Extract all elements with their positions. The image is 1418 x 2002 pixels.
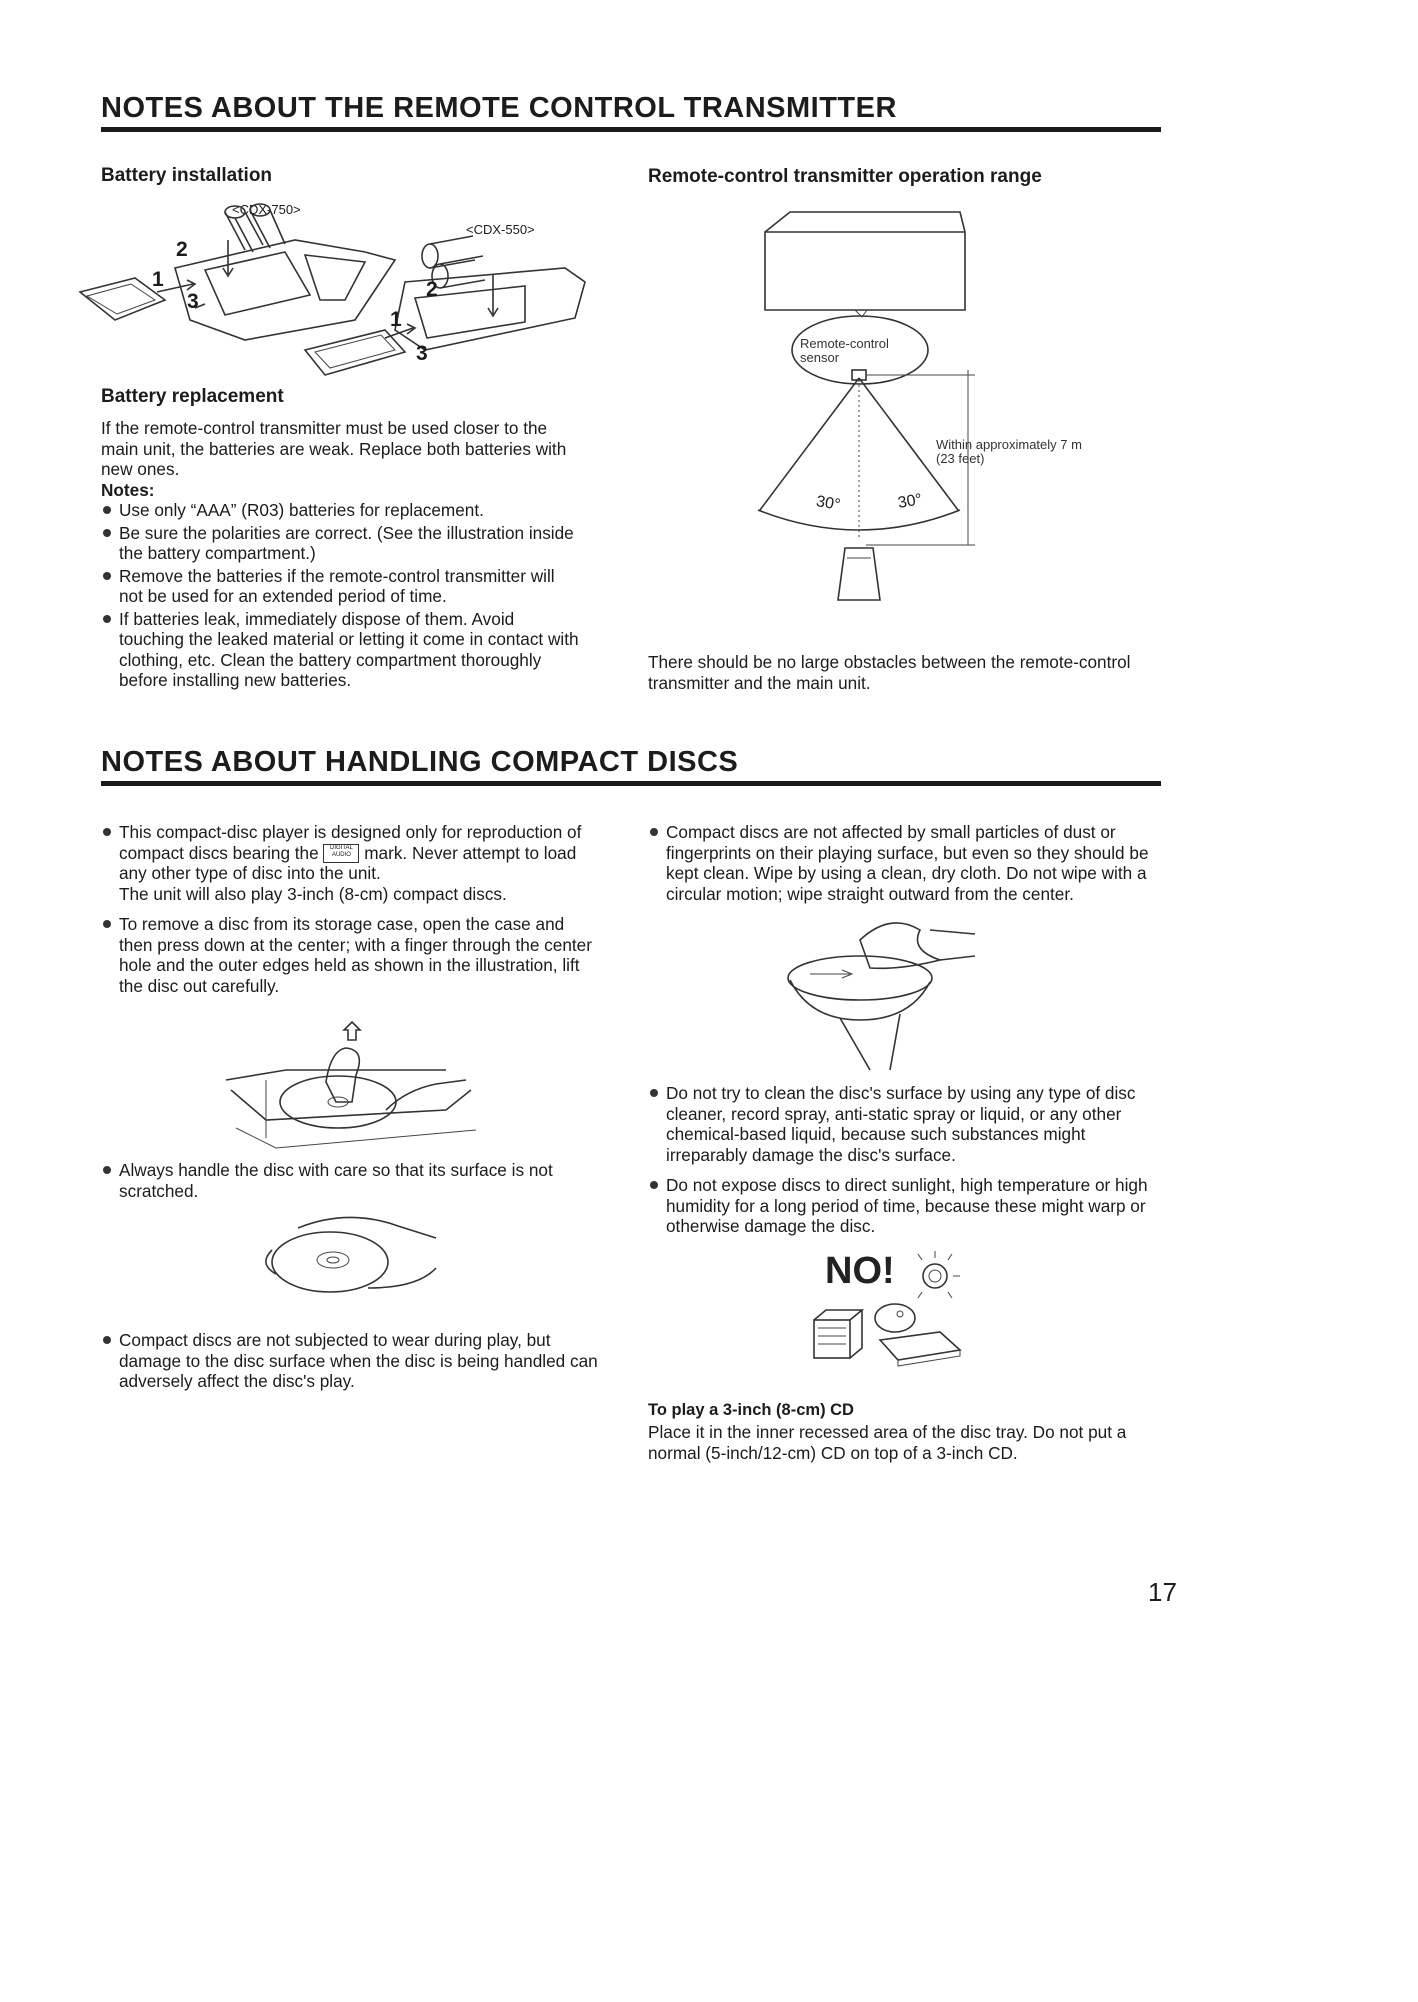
item-text: The unit will also play 3-inch (8-cm) compact discs. [119,883,507,904]
step-1-left: 1 [152,268,164,291]
note-item: Use only “AAA” (R03) batteries for replacement. [101,500,581,521]
section-title-remote: NOTES ABOUT THE REMOTE CONTROL TRANSMITTER [101,92,897,124]
distance-label: Within approximately 7 m (23 feet) [936,437,1082,466]
three-inch-text: Place it in the inner recessed area of the disc tray. Do not put a normal (5-inch/12-cm) CD on top of a 3-inch CD. [648,1422,1127,1463]
left-column [101,822,601,1006]
disc-notes-left-2 [101,1160,601,1201]
step-2-left: 2 [176,238,188,261]
list-item: Always handle the disc with care so that its surface is not scratched. [101,1160,601,1201]
list-item: To remove a disc from its storage case, open the case and then press down at the center; with a finger through the center hole and the outer edges held as shown in the illustration, lift the disc out carefully. [101,914,601,996]
list-item [101,822,601,904]
disc-handling-illustration [258,1208,458,1308]
model-label-cdx750: <CDX-750> [232,202,301,217]
page-number: 17 [1148,1577,1177,1607]
battery-replacement-text: If the remote-control transmitter must be used closer to the main unit, the batteries are weak. Replace both batteries with new ones. [101,418,567,479]
step-3-left: 3 [187,290,199,313]
list-item: Compact discs are not subjected to wear during play, but damage to the disc surface when the disc is being handled can adversely affect the disc's play. [101,1330,601,1392]
item-text: This compact-disc player is designed only for reproduction of compact discs bearing the [119,822,582,863]
range-caption: There should be no large obstacles between the remote-control transmitter and the main unit. [648,652,1131,693]
title-rule [101,127,1161,132]
remote-battery-drawing [95,200,595,380]
title-rule [101,781,1161,786]
range-diagram [740,210,1070,630]
section-title-discs: NOTES ABOUT HANDLING COMPACT DISCS [101,746,739,778]
notes-list [101,500,581,691]
step-2-right: 2 [426,278,438,301]
note-item: Be sure the polarities are correct. (See the illustration inside the battery compartment.) [101,523,581,564]
sensor-label: Remote-control sensor [800,336,889,365]
battery-replacement-block [101,418,581,693]
disc-notes-left-3 [101,1330,601,1392]
note-item: Remove the batteries if the remote-control transmitter will not be used for an extended period of time. [101,566,581,607]
list-item: Compact discs are not affected by small particles of dust or fingerprints on their playing surface, but even so they should be kept clean. Wipe by using a clean, dry cloth. Do not wipe with a circular motion; wipe straight outward from the center. [648,822,1153,904]
angle-label-right: 30° [896,491,924,512]
disc-notes-left [101,822,601,996]
no-warning-label: NO! [825,1250,895,1292]
disc-notes-right [648,822,1153,904]
disc-wiping-illustration [780,910,990,1080]
battery-installation-heading: Battery installation [101,165,273,186]
disc-notes-right-2 [648,1083,1153,1237]
left-item-4-block [101,1330,601,1394]
heat-warning-illustration [810,1248,1010,1388]
disc-logo: DIGITAL AUDIO [323,844,359,863]
list-item: Do not try to clean the disc's surface by using any type of disc cleaner, record spray, anti-static spray or liquid, or any other chemical-based liquid, because such substances might irreparably damage the disc's surface. [648,1083,1153,1165]
three-inch-heading: To play a 3-inch (8-cm) CD [648,1401,854,1419]
list-item: Do not expose discs to direct sunlight, high temperature or high humidity for a long period of time, because these might warp or otherwise damage the disc. [648,1175,1153,1237]
step-1-right: 1 [390,308,402,331]
left-item-3-block [101,1160,601,1203]
range-heading: Remote-control transmitter operation range [648,166,1042,187]
cdx750-remote [80,204,395,340]
step-3-right: 3 [416,342,428,365]
model-label-cdx550: <CDX-550> [466,222,535,237]
right-column [648,822,1153,906]
disc-removal-illustration [226,1020,486,1150]
battery-replacement-heading: Battery replacement [101,386,284,407]
right-items-block [648,1083,1153,1247]
angle-label-left: 30° [814,493,842,514]
item-text: mark. Never attempt to load any other type of disc into the unit. [119,842,577,884]
cdx550-remote [305,236,585,375]
note-item: If batteries leak, immediately dispose of them. Avoid touching the leaked material or letting it come in contact with clothing, etc. Clean the battery compartment thoroughly before installing new batteries. [101,609,581,691]
notes-label: Notes: [101,479,155,500]
